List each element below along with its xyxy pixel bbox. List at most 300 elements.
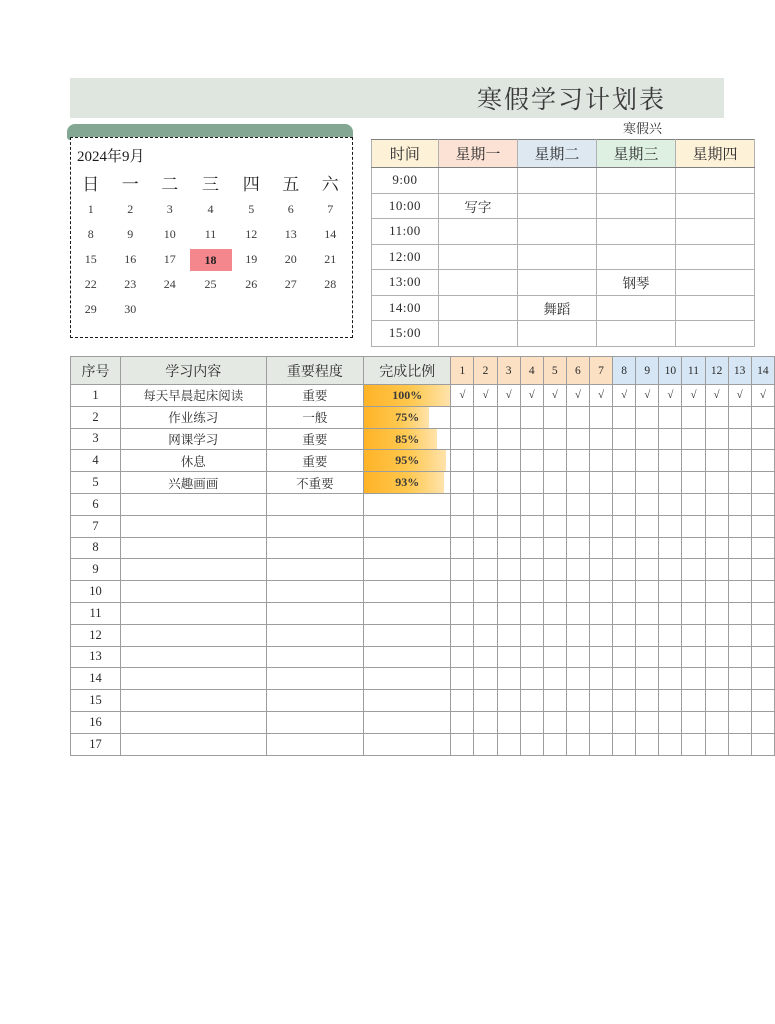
schedule-activity-cell[interactable] [596,244,675,270]
plan-day-cell[interactable] [728,406,751,428]
plan-cell-percent[interactable] [364,537,451,559]
schedule-activity-cell[interactable] [517,193,596,219]
plan-day-cell[interactable] [566,624,589,646]
plan-day-cell[interactable] [705,711,728,733]
schedule-activity-cell[interactable] [517,168,596,194]
plan-day-cell[interactable] [566,668,589,690]
plan-cell-importance[interactable] [266,624,364,646]
plan-day-cell[interactable] [520,406,543,428]
plan-day-cell[interactable] [728,733,751,755]
plan-day-cell[interactable] [613,515,636,537]
plan-day-cell[interactable] [451,711,474,733]
schedule-activity-cell[interactable] [596,321,675,347]
plan-day-cell[interactable] [613,428,636,450]
plan-day-cell[interactable] [705,581,728,603]
plan-day-cell[interactable] [451,406,474,428]
plan-day-cell[interactable] [728,711,751,733]
plan-cell-percent[interactable] [364,733,451,755]
plan-day-cell[interactable] [589,602,612,624]
plan-day-cell[interactable] [682,559,705,581]
plan-day-cell[interactable] [659,602,682,624]
plan-day-cell[interactable] [751,624,774,646]
plan-day-cell[interactable] [474,515,497,537]
calendar-day[interactable] [232,197,272,222]
plan-day-cell[interactable] [520,581,543,603]
plan-day-cell[interactable] [566,515,589,537]
plan-day-cell[interactable] [682,668,705,690]
calendar-day[interactable] [271,272,311,297]
plan-day-cell[interactable] [659,428,682,450]
plan-cell-content[interactable]: 网课学习 [121,428,266,450]
calendar-day[interactable] [150,272,190,297]
plan-day-cell[interactable] [474,711,497,733]
schedule-activity-cell[interactable]: 舞蹈 [517,295,596,321]
plan-day-cell[interactable] [728,690,751,712]
plan-day-cell[interactable] [451,624,474,646]
plan-day-cell[interactable] [636,428,659,450]
plan-cell-content[interactable]: 兴趣画画 [121,472,266,494]
plan-cell-percent[interactable] [364,711,451,733]
plan-cell-content[interactable]: 作业练习 [121,406,266,428]
plan-day-check[interactable]: √ [728,385,751,407]
plan-day-cell[interactable] [682,581,705,603]
schedule-activity-cell[interactable] [675,321,754,347]
plan-day-cell[interactable] [566,559,589,581]
plan-day-cell[interactable] [636,450,659,472]
plan-day-cell[interactable] [751,515,774,537]
plan-day-cell[interactable] [589,472,612,494]
plan-day-cell[interactable] [705,668,728,690]
plan-day-cell[interactable] [474,581,497,603]
plan-day-cell[interactable] [751,668,774,690]
plan-day-cell[interactable] [520,515,543,537]
calendar-day[interactable] [311,272,351,297]
plan-day-cell[interactable] [497,581,520,603]
plan-day-cell[interactable] [659,690,682,712]
plan-day-cell[interactable] [451,581,474,603]
plan-day-cell[interactable] [497,406,520,428]
plan-day-cell[interactable] [543,493,566,515]
plan-day-cell[interactable] [751,450,774,472]
plan-day-cell[interactable] [543,711,566,733]
schedule-activity-cell[interactable] [517,219,596,245]
schedule-activity-cell[interactable] [675,244,754,270]
schedule-activity-cell[interactable] [675,295,754,321]
calendar-day[interactable] [71,197,111,222]
plan-day-cell[interactable] [751,493,774,515]
plan-day-cell[interactable] [451,646,474,668]
plan-day-cell[interactable] [682,472,705,494]
plan-cell-content[interactable] [121,624,266,646]
plan-day-cell[interactable] [520,450,543,472]
plan-cell-importance[interactable] [266,668,364,690]
calendar-day[interactable] [232,272,272,297]
plan-cell-percent[interactable] [364,385,451,407]
plan-day-cell[interactable] [474,690,497,712]
plan-day-cell[interactable] [682,646,705,668]
plan-day-cell[interactable] [543,406,566,428]
plan-day-cell[interactable] [751,602,774,624]
plan-day-cell[interactable] [451,559,474,581]
plan-day-cell[interactable] [589,450,612,472]
plan-day-cell[interactable] [497,537,520,559]
plan-cell-percent[interactable] [364,559,451,581]
plan-day-cell[interactable] [474,624,497,646]
plan-day-cell[interactable] [728,493,751,515]
plan-day-check[interactable]: √ [497,385,520,407]
calendar-day[interactable] [232,247,272,272]
plan-day-cell[interactable] [751,711,774,733]
plan-cell-importance[interactable]: 不重要 [266,472,364,494]
plan-day-cell[interactable] [613,581,636,603]
plan-day-cell[interactable] [682,733,705,755]
plan-cell-importance[interactable] [266,559,364,581]
plan-cell-content[interactable] [121,537,266,559]
plan-day-cell[interactable] [682,515,705,537]
plan-day-cell[interactable] [589,624,612,646]
plan-day-cell[interactable] [728,515,751,537]
plan-cell-content[interactable] [121,690,266,712]
schedule-activity-cell[interactable] [438,168,517,194]
plan-cell-percent[interactable] [364,472,451,494]
plan-day-cell[interactable] [636,733,659,755]
plan-day-cell[interactable] [751,690,774,712]
plan-day-check[interactable]: √ [543,385,566,407]
plan-day-cell[interactable] [474,733,497,755]
plan-day-cell[interactable] [613,472,636,494]
plan-day-cell[interactable] [613,450,636,472]
plan-day-cell[interactable] [682,711,705,733]
plan-day-cell[interactable] [751,733,774,755]
plan-day-cell[interactable] [659,559,682,581]
schedule-activity-cell[interactable] [596,168,675,194]
plan-day-cell[interactable] [728,537,751,559]
plan-day-cell[interactable] [728,624,751,646]
plan-day-cell[interactable] [497,602,520,624]
plan-day-cell[interactable] [520,646,543,668]
calendar-day[interactable] [111,297,151,322]
plan-cell-content[interactable] [121,711,266,733]
schedule-activity-cell[interactable] [517,321,596,347]
plan-day-check[interactable]: √ [451,385,474,407]
plan-day-cell[interactable] [705,428,728,450]
plan-day-cell[interactable] [682,450,705,472]
plan-cell-importance[interactable] [266,690,364,712]
calendar-day[interactable] [111,222,151,247]
plan-day-cell[interactable] [589,581,612,603]
plan-day-cell[interactable] [543,624,566,646]
plan-day-cell[interactable] [589,515,612,537]
plan-day-cell[interactable] [451,733,474,755]
plan-day-cell[interactable] [636,472,659,494]
plan-day-cell[interactable] [520,668,543,690]
calendar-day[interactable] [190,272,232,297]
plan-day-cell[interactable] [589,537,612,559]
plan-day-cell[interactable] [659,711,682,733]
plan-cell-content[interactable] [121,602,266,624]
plan-day-cell[interactable] [613,537,636,559]
plan-day-cell[interactable] [497,690,520,712]
plan-cell-content[interactable] [121,646,266,668]
calendar-day[interactable] [150,222,190,247]
plan-day-cell[interactable] [705,537,728,559]
plan-day-cell[interactable] [543,646,566,668]
plan-day-cell[interactable] [589,406,612,428]
plan-day-cell[interactable] [451,515,474,537]
plan-day-cell[interactable] [728,428,751,450]
plan-day-cell[interactable] [636,602,659,624]
plan-day-cell[interactable] [728,559,751,581]
plan-day-cell[interactable] [566,602,589,624]
calendar-day[interactable] [271,197,311,222]
plan-cell-importance[interactable] [266,493,364,515]
plan-cell-percent[interactable] [364,690,451,712]
plan-day-cell[interactable] [497,559,520,581]
plan-day-check[interactable]: √ [751,385,774,407]
plan-cell-content[interactable] [121,733,266,755]
plan-day-cell[interactable] [474,602,497,624]
plan-cell-importance[interactable] [266,581,364,603]
plan-day-cell[interactable] [543,472,566,494]
plan-day-cell[interactable] [728,472,751,494]
plan-cell-percent[interactable] [364,581,451,603]
plan-day-cell[interactable] [589,711,612,733]
plan-cell-percent[interactable] [364,646,451,668]
plan-day-cell[interactable] [705,515,728,537]
plan-day-cell[interactable] [543,559,566,581]
plan-cell-content[interactable] [121,493,266,515]
plan-day-cell[interactable] [497,493,520,515]
schedule-activity-cell[interactable] [675,270,754,296]
plan-day-cell[interactable] [543,515,566,537]
plan-day-cell[interactable] [543,581,566,603]
schedule-activity-cell[interactable] [438,244,517,270]
plan-day-cell[interactable] [636,537,659,559]
plan-day-check[interactable]: √ [589,385,612,407]
plan-day-cell[interactable] [613,690,636,712]
plan-day-cell[interactable] [636,646,659,668]
plan-day-cell[interactable] [520,472,543,494]
plan-day-cell[interactable] [451,428,474,450]
schedule-activity-cell[interactable] [438,219,517,245]
plan-day-cell[interactable] [659,406,682,428]
plan-cell-content[interactable] [121,581,266,603]
schedule-activity-cell[interactable] [438,321,517,347]
plan-day-cell[interactable] [589,646,612,668]
plan-day-cell[interactable] [705,624,728,646]
plan-day-cell[interactable] [566,690,589,712]
plan-day-cell[interactable] [682,493,705,515]
plan-day-cell[interactable] [543,537,566,559]
plan-day-cell[interactable] [682,690,705,712]
schedule-activity-cell[interactable] [517,270,596,296]
plan-day-cell[interactable] [497,711,520,733]
calendar-day[interactable] [271,247,311,272]
plan-day-check[interactable]: √ [566,385,589,407]
calendar-day[interactable] [111,247,151,272]
plan-day-cell[interactable] [751,559,774,581]
plan-day-cell[interactable] [566,406,589,428]
plan-day-cell[interactable] [728,668,751,690]
plan-day-cell[interactable] [682,406,705,428]
plan-day-check[interactable]: √ [682,385,705,407]
plan-cell-content[interactable] [121,515,266,537]
schedule-activity-cell[interactable] [517,244,596,270]
plan-day-cell[interactable] [566,493,589,515]
plan-day-cell[interactable] [659,472,682,494]
plan-day-cell[interactable] [474,472,497,494]
calendar-day[interactable] [150,247,190,272]
plan-day-cell[interactable] [659,624,682,646]
plan-day-check[interactable]: √ [474,385,497,407]
plan-day-cell[interactable] [497,733,520,755]
plan-day-cell[interactable] [705,559,728,581]
plan-day-cell[interactable] [566,472,589,494]
plan-day-cell[interactable] [543,733,566,755]
plan-day-cell[interactable] [705,602,728,624]
plan-day-cell[interactable] [751,472,774,494]
plan-day-cell[interactable] [636,581,659,603]
plan-day-cell[interactable] [659,450,682,472]
plan-cell-content[interactable] [121,668,266,690]
plan-day-cell[interactable] [636,493,659,515]
plan-day-cell[interactable] [613,559,636,581]
calendar-day[interactable] [71,247,111,272]
plan-cell-percent[interactable] [364,493,451,515]
plan-day-cell[interactable] [659,537,682,559]
plan-day-cell[interactable] [474,428,497,450]
plan-day-cell[interactable] [543,668,566,690]
plan-day-cell[interactable] [451,690,474,712]
plan-day-cell[interactable] [566,537,589,559]
plan-day-cell[interactable] [636,559,659,581]
calendar-day[interactable] [150,197,190,222]
plan-day-cell[interactable] [520,537,543,559]
plan-day-cell[interactable] [543,690,566,712]
plan-cell-percent[interactable] [364,602,451,624]
plan-day-cell[interactable] [705,733,728,755]
plan-day-cell[interactable] [543,428,566,450]
calendar-day[interactable] [311,222,351,247]
plan-day-cell[interactable] [520,690,543,712]
plan-day-cell[interactable] [451,668,474,690]
plan-day-cell[interactable] [659,515,682,537]
plan-day-cell[interactable] [613,493,636,515]
plan-day-cell[interactable] [497,450,520,472]
plan-day-cell[interactable] [659,733,682,755]
calendar-day[interactable] [232,222,272,247]
plan-day-cell[interactable] [520,493,543,515]
plan-day-cell[interactable] [520,602,543,624]
plan-day-cell[interactable] [474,668,497,690]
plan-day-cell[interactable] [751,406,774,428]
plan-day-cell[interactable] [589,428,612,450]
plan-day-cell[interactable] [474,406,497,428]
plan-cell-percent[interactable] [364,450,451,472]
plan-cell-importance[interactable] [266,537,364,559]
schedule-activity-cell[interactable] [438,270,517,296]
calendar-day[interactable] [111,197,151,222]
plan-day-cell[interactable] [520,428,543,450]
schedule-activity-cell[interactable] [675,193,754,219]
plan-day-cell[interactable] [520,711,543,733]
plan-cell-importance[interactable]: 一般 [266,406,364,428]
plan-day-cell[interactable] [728,581,751,603]
plan-day-check[interactable]: √ [520,385,543,407]
plan-day-cell[interactable] [474,537,497,559]
plan-day-cell[interactable] [497,624,520,646]
plan-day-cell[interactable] [659,668,682,690]
plan-cell-content[interactable]: 每天早晨起床阅读 [121,385,266,407]
plan-day-cell[interactable] [451,450,474,472]
plan-day-cell[interactable] [497,668,520,690]
plan-cell-importance[interactable]: 重要 [266,428,364,450]
plan-day-cell[interactable] [474,450,497,472]
plan-day-cell[interactable] [636,624,659,646]
plan-day-cell[interactable] [474,646,497,668]
plan-day-cell[interactable] [566,711,589,733]
plan-cell-content[interactable] [121,559,266,581]
schedule-activity-cell[interactable] [596,219,675,245]
plan-day-cell[interactable] [566,733,589,755]
plan-cell-content[interactable]: 休息 [121,450,266,472]
plan-day-cell[interactable] [543,602,566,624]
plan-day-cell[interactable] [751,428,774,450]
plan-day-cell[interactable] [497,515,520,537]
plan-day-cell[interactable] [636,668,659,690]
plan-day-cell[interactable] [613,602,636,624]
plan-day-cell[interactable] [613,406,636,428]
plan-day-cell[interactable] [728,602,751,624]
plan-cell-percent[interactable] [364,515,451,537]
plan-day-cell[interactable] [636,406,659,428]
schedule-activity-cell[interactable] [675,219,754,245]
plan-cell-importance[interactable] [266,733,364,755]
plan-cell-importance[interactable]: 重要 [266,385,364,407]
plan-day-cell[interactable] [520,624,543,646]
plan-day-cell[interactable] [613,624,636,646]
plan-day-cell[interactable] [613,733,636,755]
schedule-activity-cell[interactable]: 写字 [438,193,517,219]
plan-day-cell[interactable] [751,537,774,559]
plan-day-cell[interactable] [589,559,612,581]
plan-day-cell[interactable] [451,493,474,515]
plan-day-cell[interactable] [451,602,474,624]
plan-day-cell[interactable] [566,450,589,472]
calendar-day[interactable] [71,222,111,247]
plan-day-cell[interactable] [613,711,636,733]
plan-cell-importance[interactable] [266,711,364,733]
plan-day-cell[interactable] [613,646,636,668]
plan-day-cell[interactable] [728,450,751,472]
plan-day-cell[interactable] [636,711,659,733]
calendar-day[interactable] [311,197,351,222]
plan-cell-importance[interactable] [266,515,364,537]
plan-day-cell[interactable] [520,733,543,755]
plan-cell-importance[interactable] [266,602,364,624]
calendar-day[interactable] [190,247,232,272]
plan-day-cell[interactable] [589,733,612,755]
calendar-day[interactable] [271,222,311,247]
plan-day-cell[interactable] [566,581,589,603]
schedule-activity-cell[interactable] [438,295,517,321]
plan-day-cell[interactable] [474,559,497,581]
schedule-activity-cell[interactable] [675,168,754,194]
plan-day-cell[interactable] [451,537,474,559]
plan-day-cell[interactable] [566,428,589,450]
plan-day-cell[interactable] [705,472,728,494]
plan-day-check[interactable]: √ [659,385,682,407]
